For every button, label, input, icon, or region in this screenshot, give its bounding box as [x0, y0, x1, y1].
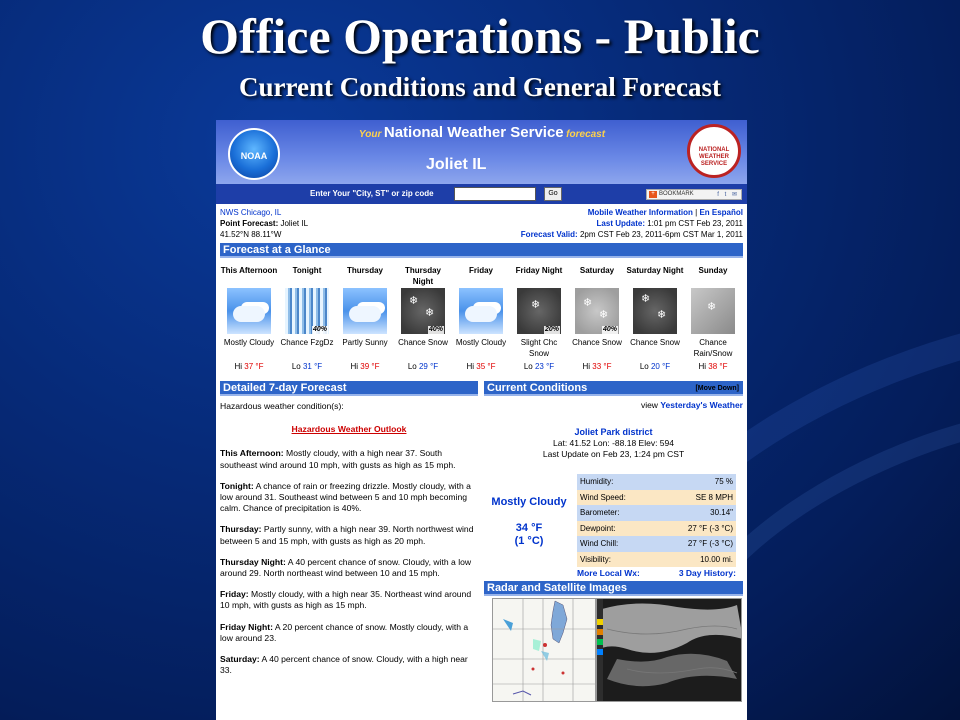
bookmark-label: BOOKMARK: [659, 191, 694, 197]
link-separator: |: [695, 208, 698, 217]
day-name: Friday: [468, 266, 493, 275]
plus-icon: +: [649, 191, 657, 198]
detailed-forecast: [220, 401, 478, 686]
banner-forecast-word: forecast: [566, 129, 606, 140]
go-button[interactable]: Go: [544, 187, 562, 201]
forecast-day: [510, 265, 568, 372]
yesterdays-weather-link[interactable]: Yesterday's Weather: [660, 400, 743, 410]
day-name: Sunday: [698, 266, 728, 275]
temp-value: 38 °F: [708, 362, 728, 371]
obs-label: Wind Speed:: [577, 490, 657, 506]
forecast-day: [220, 265, 278, 372]
day-name: Saturday Night: [626, 266, 684, 275]
nws-seal-icon[interactable]: NATIONAL WEATHER SERVICE: [687, 124, 741, 178]
forecast-day: [394, 265, 452, 372]
mostly-cloudy-icon[interactable]: [459, 288, 503, 334]
temp-label: Lo: [523, 362, 533, 371]
day-name: Friday Night: [515, 266, 563, 275]
period-name: Friday:: [220, 589, 249, 600]
day-desc: Chance Snow: [398, 338, 448, 347]
forecast-day: [568, 265, 626, 372]
forecast-meta-info: [521, 207, 743, 240]
period-name: Tonight:: [220, 480, 254, 491]
period-name: Thursday:: [220, 524, 262, 535]
period-text: A 40 percent chance of snow. Cloudy, with a low around 29. North northeast wind between 10 and 15 mph.: [220, 556, 472, 579]
obs-value: 27 °F (-3 °C): [657, 521, 736, 537]
day-desc: Mostly Cloudy: [223, 338, 275, 347]
current-condition-summary: [484, 496, 574, 548]
period-name: Friday Night:: [220, 621, 273, 632]
banner-your: Your: [358, 129, 382, 140]
banner-service-name: National Weather Service: [383, 124, 564, 141]
table-row: [577, 490, 736, 506]
snow-icon[interactable]: ❄ ❄: [633, 288, 677, 334]
day-desc: Chance Snow: [572, 338, 622, 347]
obs-label: Wind Chill:: [577, 536, 657, 552]
day-desc: Chance FzgDz: [280, 338, 334, 347]
temp-label: Hi: [350, 362, 359, 371]
obs-label: Dewpoint:: [577, 521, 657, 537]
forecast-period: [220, 448, 478, 470]
forecast-period: [220, 622, 478, 644]
table-row: [577, 474, 736, 490]
pop-label: 40%: [312, 326, 327, 333]
search-label: Enter Your "City, ST" or zip code: [310, 189, 434, 198]
info-bar: [216, 204, 747, 242]
bookmark-button[interactable]: [646, 189, 742, 200]
day-name: This Afternoon: [220, 266, 278, 275]
current-conditions-header: [484, 381, 743, 396]
three-day-history-link[interactable]: 3 Day History:: [678, 568, 736, 578]
noaa-logo-icon[interactable]: NOAA: [228, 128, 280, 180]
move-down-button[interactable]: [Move Down]: [695, 385, 739, 392]
temp-label: Hi: [582, 362, 591, 371]
obs-value: SE 8 MPH: [657, 490, 736, 506]
radar-map-image[interactable]: [492, 598, 596, 702]
period-text: Partly sunny, with a high near 39. North northwest wind between 5 and 15 mph, with gusts as high as 20 mph.: [220, 524, 474, 546]
station-info: [484, 427, 743, 460]
day-name: Tonight: [292, 266, 322, 275]
period-text: Mostly cloudy, with a high near 37. South southeast wind around 10 mph, with gusts as high as 15 mph.: [220, 448, 456, 470]
period-text: A 20 percent chance of snow. Mostly cloudy, with a low around 23.: [220, 621, 469, 643]
freezing-drizzle-icon[interactable]: [285, 288, 329, 334]
period-text: A 40 percent chance of snow. Cloudy, with a high near 33.: [220, 654, 468, 676]
current-temp-f: 34 °F: [515, 522, 543, 534]
banner-city: Joliet IL: [426, 156, 487, 173]
temp-value: 20 °F: [650, 362, 671, 371]
forecast-day: [684, 265, 742, 372]
current-conditions-title: Current Conditions: [487, 382, 588, 394]
radar-map-graphic: [493, 599, 596, 702]
mostly-cloudy-icon[interactable]: [227, 288, 271, 334]
office-link[interactable]: NWS Chicago, IL: [220, 208, 282, 217]
temp-label: Lo: [407, 362, 417, 371]
temp-value: 23 °F: [534, 362, 555, 371]
last-update-label: Last Update:: [596, 219, 645, 228]
forecast-at-a-glance: [220, 265, 743, 377]
temp-value: 39 °F: [360, 362, 380, 371]
temp-label: Hi: [466, 362, 475, 371]
observation-table: [577, 474, 736, 567]
forecast-period: [220, 524, 478, 546]
point-forecast-label: Point Forecast:: [220, 219, 279, 228]
forecast-day: [626, 265, 684, 372]
obs-value: 27 °F (-3 °C): [657, 536, 736, 552]
forecast-valid-value: 2pm CST Feb 23, 2011-6pm CST Mar 1, 2011: [579, 230, 743, 239]
period-text: Mostly cloudy, with a high near 35. Northeast wind around 10 mph, with gusts as high as 15 mph.: [220, 589, 472, 611]
obs-value: 75 %: [657, 474, 736, 490]
hazard-line: Hazardous weather condition(s):: [220, 401, 344, 411]
nws-banner: [216, 120, 747, 204]
obs-value: 30.14": [657, 505, 736, 521]
day-desc: Mostly Cloudy: [455, 338, 507, 347]
current-temp-c: (1 °C): [514, 535, 544, 547]
temp-label: Lo: [639, 362, 649, 371]
station-last-update: Last Update on Feb 23, 1:24 pm CST: [542, 449, 685, 459]
temp-value: 29 °F: [418, 362, 439, 371]
forecast-location-info: [220, 207, 308, 240]
satellite-map-graphic: [597, 599, 742, 702]
temp-value: 33 °F: [592, 362, 612, 371]
snow-icon[interactable]: ❄ 20%: [517, 288, 561, 334]
day-desc: Chance Snow: [630, 338, 680, 347]
station-name: Joliet Park district: [574, 427, 653, 437]
obs-label: Barometer:: [577, 505, 657, 521]
view-yesterday-line: [484, 400, 743, 410]
temp-value: 31 °F: [302, 362, 323, 371]
forecast-period: [220, 654, 478, 676]
day-desc: Chance Rain/Snow: [693, 338, 733, 358]
period-text: A chance of rain or freezing drizzle. Mostly cloudy, with a low around 31. Southeast wind between 5 and 10 mph becoming calm. Chance of precipitation is 40%.: [220, 480, 471, 514]
temp-label: Hi: [698, 362, 707, 371]
period-name: This Afternoon:: [220, 448, 284, 459]
observation-links: [577, 568, 736, 578]
day-desc: Partly Sunny: [342, 338, 388, 347]
pop-label: 20%: [544, 326, 559, 333]
temp-label: Lo: [291, 362, 301, 371]
more-local-wx-link[interactable]: More Local Wx:: [577, 568, 640, 578]
slide-subtitle: Current Conditions and General Forecast: [239, 72, 721, 102]
day-name: Thursday Night: [404, 266, 441, 286]
day-name: Saturday: [579, 266, 615, 275]
forecast-valid-label: Forecast Valid:: [520, 230, 578, 239]
point-forecast-value: Joliet IL: [280, 219, 309, 228]
search-bar: [216, 184, 747, 204]
current-condition: Mostly Cloudy: [491, 496, 567, 508]
hazardous-weather-outlook-link[interactable]: Hazardous Weather Outlook: [291, 424, 407, 435]
city-zip-input[interactable]: [454, 187, 536, 201]
forecast-period: [220, 589, 478, 611]
forecast-day: [278, 265, 336, 372]
snow-icon[interactable]: ❄ ❄ 40%: [575, 288, 619, 334]
forecast-period: [220, 557, 478, 579]
partly-sunny-icon[interactable]: [343, 288, 387, 334]
banner-brand: [332, 124, 632, 141]
period-name: Thursday Night:: [220, 556, 286, 567]
period-name: Saturday:: [220, 654, 260, 665]
snow-icon[interactable]: ❄ ❄ 40%: [401, 288, 445, 334]
forecast-at-a-glance-header: Forecast at a Glance: [220, 243, 743, 258]
forecast-day: [336, 265, 394, 372]
nws-webpage-screenshot: [216, 120, 747, 720]
table-row: [577, 552, 736, 568]
pop-label: 40%: [428, 326, 443, 333]
forecast-day: [452, 265, 510, 372]
pop-label: 40%: [602, 326, 617, 333]
temp-value: 37 °F: [244, 362, 264, 371]
last-update-value: 1:01 pm CST Feb 23, 2011: [647, 219, 743, 228]
table-row: [577, 505, 736, 521]
coordinates: 41.52°N 88.11°W: [220, 230, 282, 239]
radar-satellite-header: Radar and Satellite Images: [484, 581, 743, 596]
detailed-forecast-header: Detailed 7-day Forecast: [220, 381, 478, 396]
share-icons[interactable]: f t ✉: [717, 192, 739, 198]
station-coords: Lat: 41.52 Lon: -88.18 Elev: 594: [553, 438, 674, 448]
obs-label: Visibility:: [577, 552, 657, 568]
slide-title: Office Operations - Public: [200, 8, 760, 64]
satellite-map-image[interactable]: [596, 598, 742, 702]
obs-label: Humidity:: [577, 474, 657, 490]
mobile-weather-link[interactable]: Mobile Weather Information: [587, 208, 693, 217]
table-row: [577, 521, 736, 537]
temp-label: Hi: [234, 362, 243, 371]
obs-value: 10.00 mi.: [657, 552, 736, 568]
day-desc: Slight Chc Snow: [520, 338, 558, 358]
forecast-period: [220, 481, 478, 515]
rain-snow-icon[interactable]: ❄: [691, 288, 735, 334]
day-name: Thursday: [346, 266, 383, 275]
table-row: [577, 536, 736, 552]
temp-value: 35 °F: [476, 362, 496, 371]
view-prefix: view: [640, 400, 658, 410]
espanol-link[interactable]: En Español: [699, 208, 743, 217]
